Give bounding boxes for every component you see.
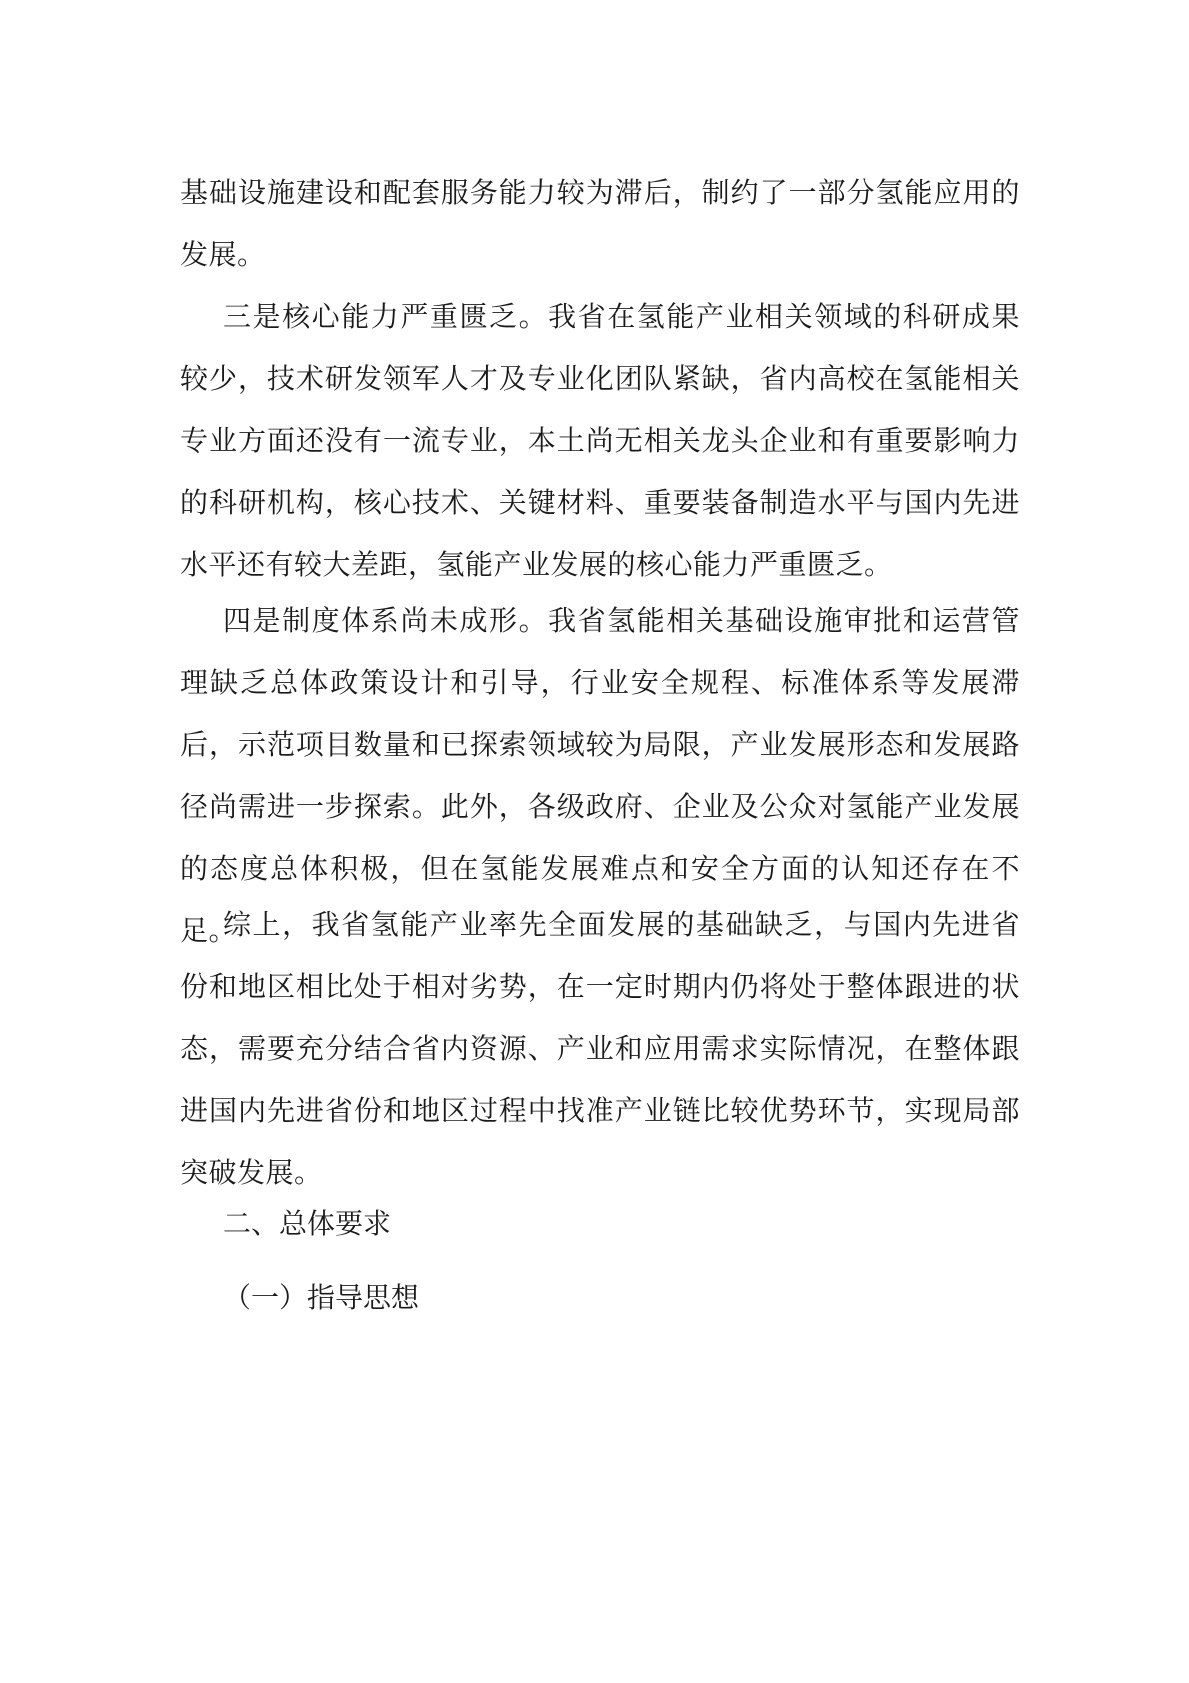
paragraph-continuation: 基础设施建设和配套服务能力较为滞后，制约了一部分氢能应用的发展。 xyxy=(180,176,1020,271)
paragraph-core-capability: 三是核心能力严重匮乏。我省在氢能产业相关领域的科研成果较少，技术研发领军人才及专业化团队紧缺，省内高校在氢能相关专业方面还没有一流专业，本土尚无相关龙头企业和有重要影响力的科研机构，核心技术、关键材料、重要装备制造水平与国内先进水平还有较大差距，氢能产业发展的核心能力严重匮乏。 xyxy=(180,300,1020,581)
section-heading: 二、总体要求 xyxy=(223,1207,392,1240)
paragraph-summary: 综上，我省氢能产业率先全面发展的基础缺乏，与国内先进省份和地区相比处于相对劣势，在一定时期内仍将处于整体跟进的状态，需要充分结合省内资源、产业和应用需求实际情况，在整体跟进国内先进省份和地区过程中找准产业链比较优势环节，实现局部突破发展。 xyxy=(180,908,1020,1189)
paragraph-institutional-system: 四是制度体系尚未成形。我省氢能相关基础设施审批和运营管理缺乏总体政策设计和引导，行业安全规程、标准体系等发展滞后，示范项目数量和已探索领域较为局限，产业发展形态和发展路径尚需进一步探索。此外，各级政府、企业及公众对氢能产业发展的态度总体积极，但在氢能发展难点和安全方面的认知还存在不足。 xyxy=(180,604,1020,947)
subsection-heading: （一）指导思想 xyxy=(223,1281,420,1314)
